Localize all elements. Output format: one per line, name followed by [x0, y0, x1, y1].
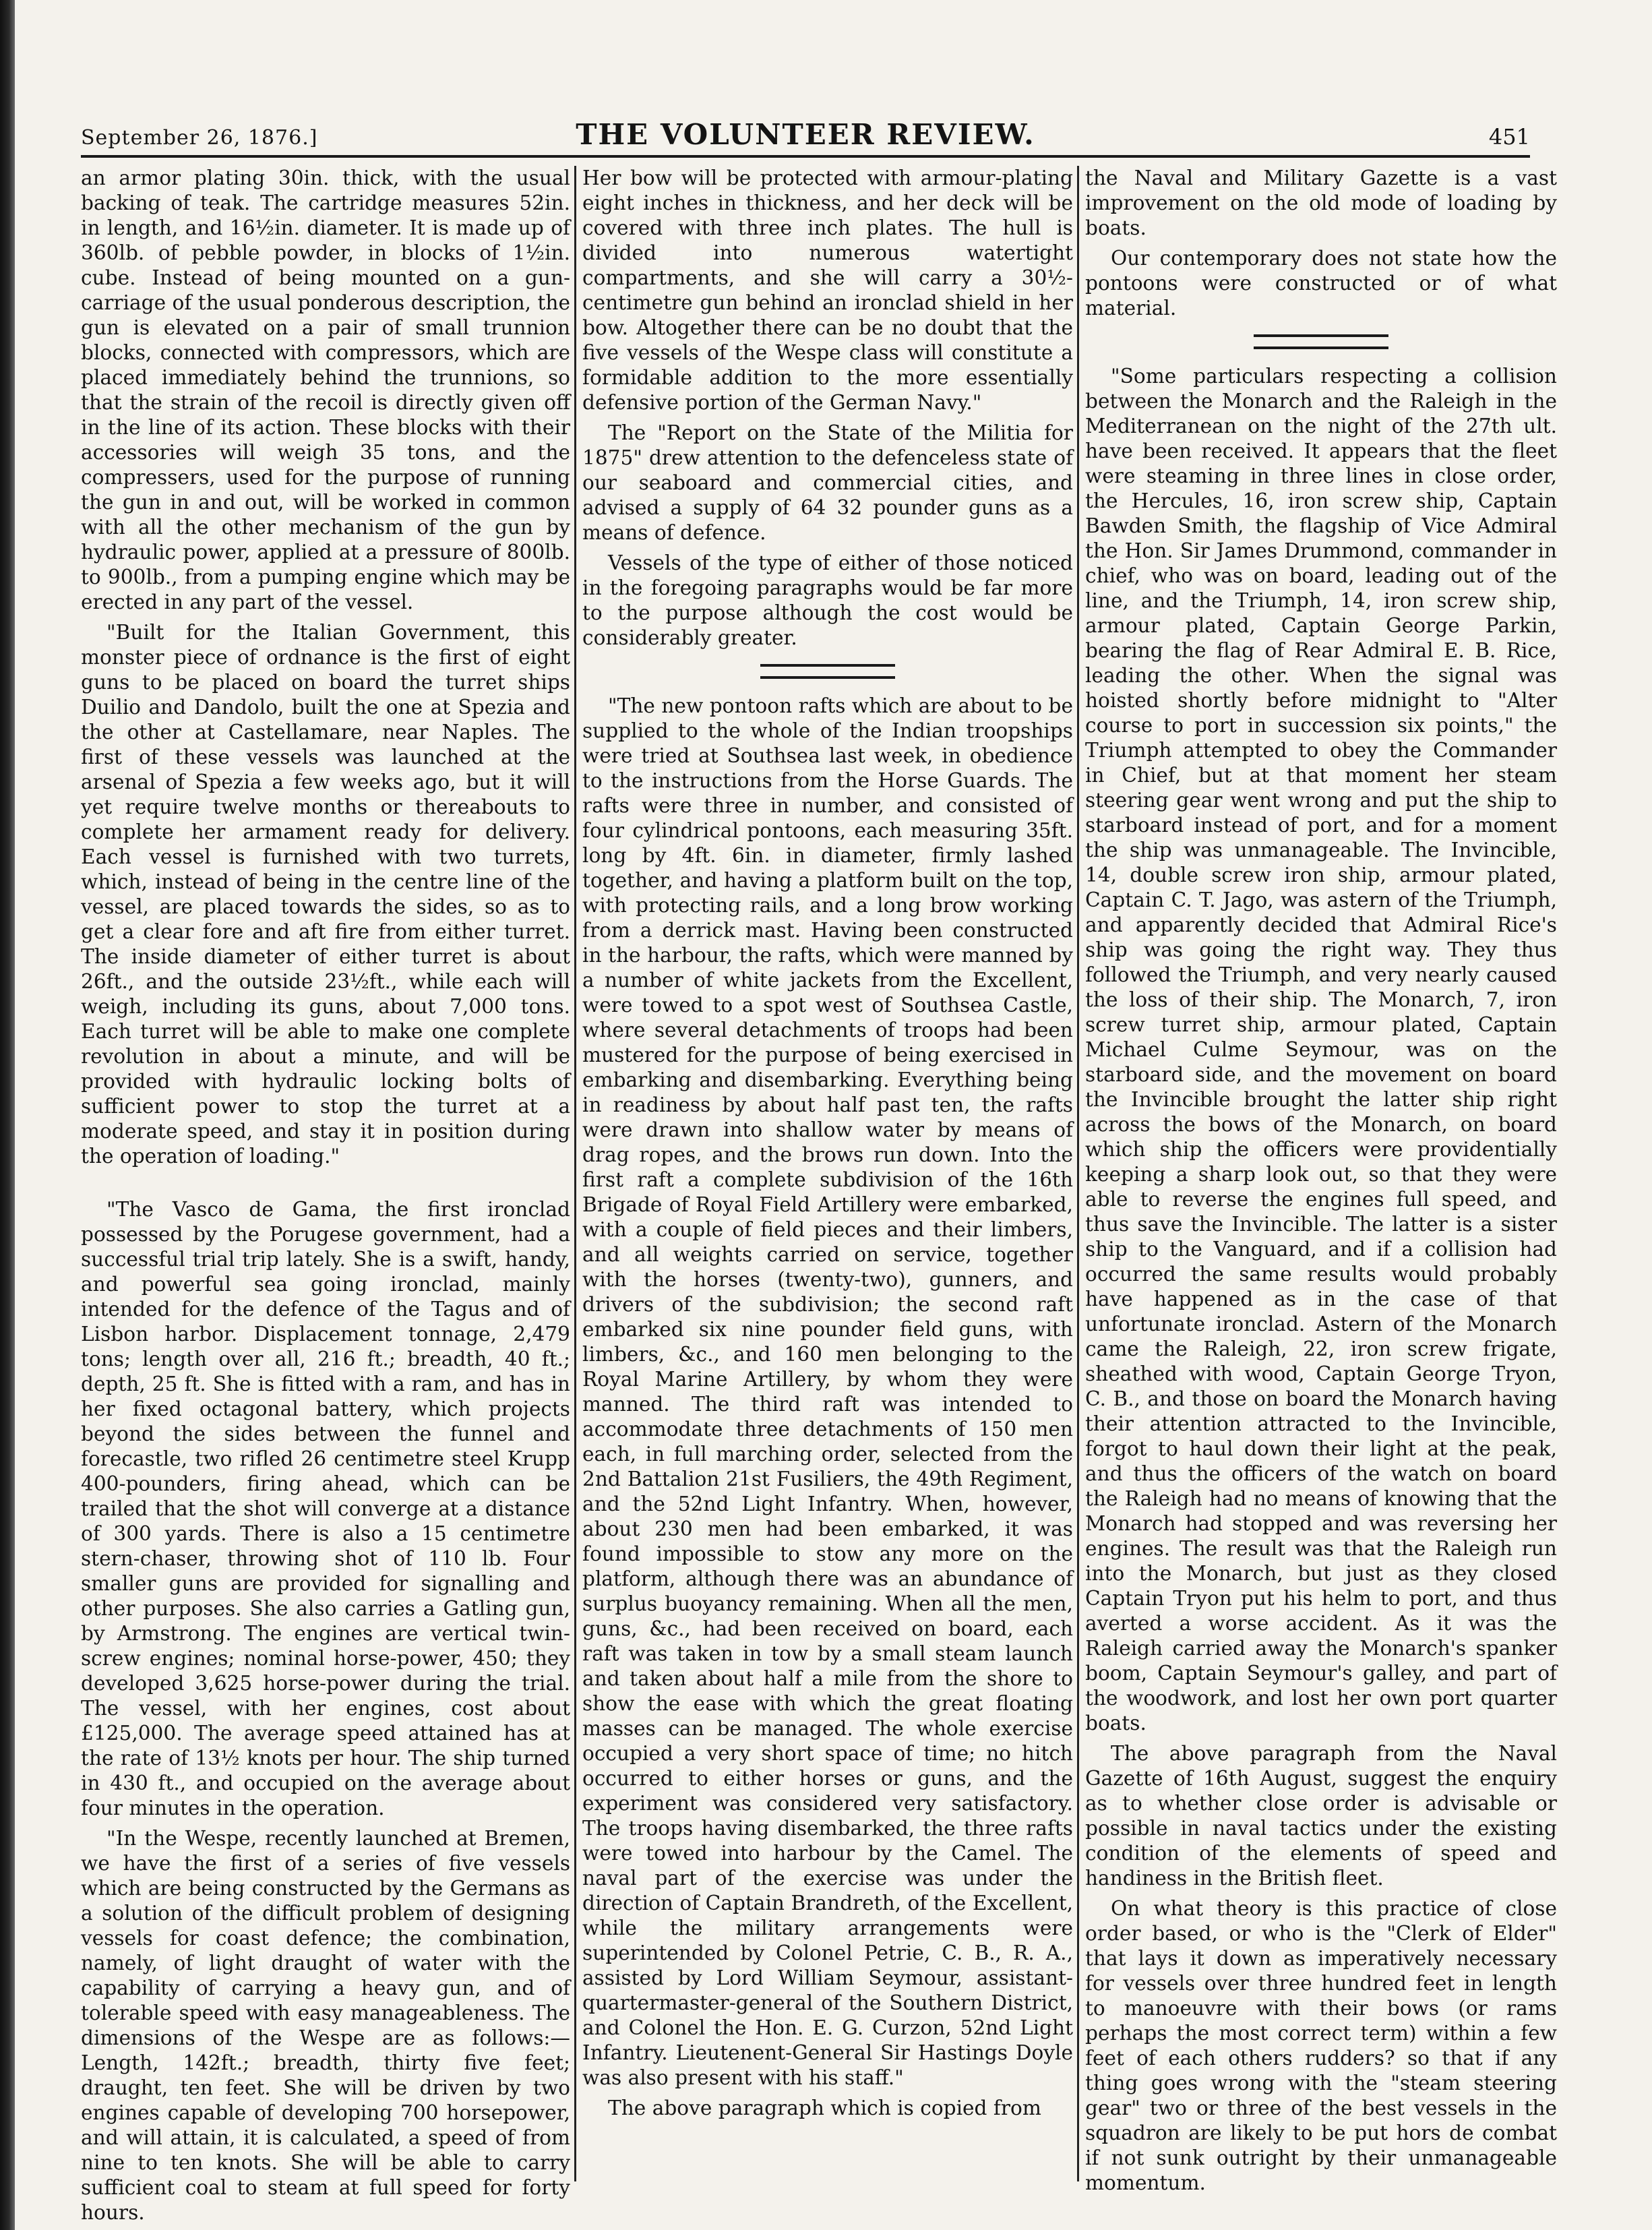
article-paragraph: Vessels of the type of either of those noticed in the foregoing paragraphs would be far more to the purpose although the cost would be considerably greater. — [582, 551, 1073, 649]
header-date: September 26, 1876.] — [81, 126, 318, 150]
article-paragraph: Her bow will be protected with armour-plating eight inches in thickness, and her deck will be covered with three inch plates. The hull is divided into numerous watertight compartments, and she will carry a 30½-centimetre gun behind an ironclad shield in her bow. Altogether there can be no doubt that the five vessels of the Wespe class will constitute a formidable addition to the more essentially defensive portion of the German Navy." — [582, 167, 1073, 414]
column-3 — [1085, 166, 1557, 2194]
page-number: 451 — [1488, 124, 1530, 150]
newspaper-title: THE VOLUNTEER REVIEW. — [576, 118, 1035, 151]
article-paragraph: On what theory is this practice of close order based, or who is the "Clerk of Elder" that lays it down as imperatively necessary for vessels over three hundred feet in length to manoeuvre with their bows (or rams perhaps the most correct term) within a few feet of each others rudders? so that if any thing goes wrong with the "steam steering gear" two or three of the best vessels in the squadron are likely to be put hors de combat if not sunk outright by their unmanageable momentum. — [1085, 1897, 1557, 2194]
article-paragraph: "In the Wespe, recently launched at Bremen, we have the first of a series of five vessels which are being constructed by the Germans as a solution of the difficult problem of designing vessels for coast defence; the combination, namely, of light draught of water with the capability of carrying a heavy gun, and of tolerable speed with easy manageableness. The dimensions of the Wespe are as follows:—Length, 142ft.; breadth, thirty five feet; draught, ten feet. She will be driven by two engines capable of developing 700 horsepower, and will attain, it is calculated, a speed of from nine to ten knots. She will be able to carry sufficient coal to steam at full speed for forty hours. — [81, 1827, 570, 2224]
column-1 — [81, 166, 570, 2224]
article-paragraph: The above paragraph from the Naval Gazette of 16th August, suggest the enquiry as to whether close order is advisable or possible in naval tactics under the existing condition of the elements of speed and handiness in the British fleet. — [1085, 1742, 1557, 1890]
article-paragraph: the Naval and Military Gazette is a vast improvement on the old mode of loading by boats. — [1085, 167, 1557, 239]
article-paragraph: The above paragraph which is copied from — [608, 2097, 1041, 2119]
article-paragraph: an armor plating 30in. thick, with the usual backing of teak. The cartridge measures 52in. in length, and 16½in. diameter. It is made up of 360lb. of pebble powder, in blocks of 1½in. cube. Instead of being mounted on a gun-carriage of the usual ponderous description, the gun is elevated on a pair of small trunnion blocks, connected with compressors, which are placed immediately behind the trunnions, so that the strain of the recoil is directly given off in the line of its action. These blocks with their accessories will weigh 35 tons, and the compressers, used for the purpose of running the gun in and out, will be worked in common with all the other mechanism of the gun by hydraulic power, applied at a pressure of 800lb. to 900lb., from a pumping engine which may be erected in any part of the vessel. — [81, 167, 570, 613]
article-paragraph: "The new pontoon rafts which are about to be supplied to the whole of the Indian troopships were tried at Southsea last week, in obedience to the instructions from the Horse Guards. The rafts were three in number, and consisted of four cylindrical pontoons, each measuring 35ft. long by 4ft. 6in. in diameter, firmly lashed together, and having a platform built on the top, with protecting rails, and a long brow working from a derrick mast. Having been constructed in the harbour, the rafts, which were manned by a number of white jackets from the Excellent, were towed to a spot west of Southsea Castle, where several detachments of troops had been mustered for the purpose of being exercised in embarking and disembarking. Everything being in readiness by about half past ten, the rafts were drawn into shallow water by means of drag ropes, and the brows run down. Into the first raft a complete subdivision of the 16th Brigade of Royal Field Artillery were embarked, with a couple of field pieces and their limbers, and all weights carried on service, together with the horses (twenty-two), gunners, and drivers of the subdivision; the second raft embarked six nine pounder field guns, with limbers, &c., and 160 men belonging to the Royal Marine Artillery, by whom they were manned. The third raft was intended to accommodate three detachments of 150 men each, in full marching order, selected from the 2nd Battalion 21st Fusiliers, the 49th Regiment, and the 52nd Light Infantry. When, however, about 230 men had been embarked, it was found impossible to stow any more on the platform, although there was an abundance of surplus buoyancy remaining. When all the men, guns, &c., had been received on board, each raft was taken in tow by a small steam launch and taken about half a mile from the shore to show the ease with which the great floating masses can be managed. The whole exercise occupied a very short space of time; no hitch occurred to either horses or guns, and the experiment was considered very satisfactory. The troops having disembarked, the three rafts were towed into harbour by the Camel. The naval part of the exercise was under the direction of Captain Brandreth, of the Excellent, while the military arrangements were superintended by Colonel Petrie, C. B., R. A., assisted by Lord William Seymour, assistant-quartermaster-general of the Southern District, and Colonel the Hon. E. G. Curzon, 52nd Light Infantry. Lieutenent-General Sir Hastings Doyle was also present with his staff." — [582, 694, 1073, 2089]
article-paragraph: The "Report on the State of the Militia for 1875" drew attention to the defenceless state of our seaboard and commercial cities, and advised a supply of 64 32 pounder guns as a means of defence. — [582, 421, 1073, 544]
column-2 — [582, 166, 1073, 2188]
section-separator — [760, 664, 895, 679]
column-rule-2 — [1077, 166, 1079, 2181]
page-header — [81, 113, 1530, 158]
article-paragraph: "Some particulars respecting a collision between the Monarch and the Raleigh in the Mediterranean on the night of the 27th ult. have been received. It appears that the fleet were steaming in three lines in close order, the Hercules, 16, iron screw ship, Captain Bawden Smith, the flagship of Vice Admiral the Hon. Sir James Drummond, commander in chief, who was on board, leading out of the line, and the Triumph, 14, iron screw ship, armour plated, Captain George Parkin, bearing the flag of Rear Admiral E. B. Rice, leading the other. When the signal was hoisted shortly before midnight to "Alter course to port in succession six points," the Triumph attempted to obey the Commander in Chief, but at that moment her steam steering gear went wrong and put the ship to starboard instead of port, and for a moment the ship was unmanageable. The Invincible, 14, double screw iron ship, armour plated, Captain C. T. Jago, was astern of the Triumph, and apparently decided that Admiral Rice's ship was going the right way. They thus followed the Triumph, and very nearly caused the loss of their ship. The Monarch, 7, iron screw turret ship, armour plated, Captain Michael Culme Seymour, was on the starboard side, and the movement on board the Invincible brought the latter ship right across the bows of the Monarch, on board which ship the officers were providentially keeping a sharp look out, so that they were able to reverse the engines full speed, and thus save the Invincible. The latter is a sister ship to the Vanguard, and if a collision had occurred the same results would probably have happened as in the case of that unfortunate ironclad. Astern of the Monarch came the Raleigh, 22, iron screw frigate, sheathed with wood, Captain George Tryon, C. B., and those on board the Monarch having their attention attracted to the Invincible, forgot to haul down their light at the peak, and thus the officers of the watch on board the Raleigh had no means of knowing that the Monarch had stopped and was reversing her engines. The result was that the Raleigh run into the Monarch, but just as they closed Captain Tryon put his helm to port, and thus averted a worse accident. As it was the Raleigh carried away the Monarch's spanker boom, Captain Seymour's galley, and part of the woodwork, and lost her own port quarter boats. — [1085, 365, 1557, 1735]
section-separator — [1254, 334, 1388, 349]
article-paragraph: "Built for the Italian Government, this monster piece of ordnance is the first of eight guns to be placed on board the turret ships Duilio and Dandolo, built the one at Spezia and the other at Castellamare, near Naples. The first of these vessels was launched at the arsenal of Spezia a few weeks ago, but it will yet require twelve months or thereabouts to complete her armament ready for delivery. Each vessel is furnished with two turrets, which, instead of being in the centre line of the vessel, are placed towards the sides, so as to get a clear fore and aft fire from either turret. The inside diameter of either turret is about 26ft., and the outside 23½ft., while each will weigh, including its guns, about 7,000 tons. Each turret will be able to make one complete revolution in about a minute, and will be provided with hydraulic locking bolts of sufficient power to stop the turret at a moderate speed, and stay it in position during the operation of loading." — [81, 621, 570, 1168]
page-spine-shadow — [0, 0, 15, 2230]
column-rule-1 — [574, 166, 576, 2181]
article-paragraph: "The Vasco de Gama, the first ironclad possessed by the Porugese government, had a successful trial trip lately. She is a swift, handy, and powerful sea going ironclad, mainly intended for the defence of the Tagus and of Lisbon harbor. Displacement tonnage, 2,479 tons; length over all, 216 ft.; breadth, 40 ft.; depth, 25 ft. She is fitted with a ram, and has in her fixed octagonal battery, which projects beyond the sides between the funnel and forecastle, two rifled 26 centimetre steel Krupp 400-pounders, firing ahead, which can be trailed that the shot will converge at a distance of 300 yards. There is also a 15 centimetre stern-chaser, throwing shot of 110 lb. Four smaller guns are provided for signalling and other purposes. She also carries a Gatling gun, by Armstrong. The engines are vertical twin-screw engines; nominal horse-power, 450; they developed 3,625 horse-power during the trial. The vessel, with her engines, cost about £125,000. The average speed attained has at the rate of 13½ knots per hour. The ship turned in 430 ft., and occupied on the average about four minutes in the operation. — [81, 1198, 570, 1819]
article-paragraph: Our contemporary does not state how the pontoons were constructed or of what material. — [1085, 247, 1557, 320]
